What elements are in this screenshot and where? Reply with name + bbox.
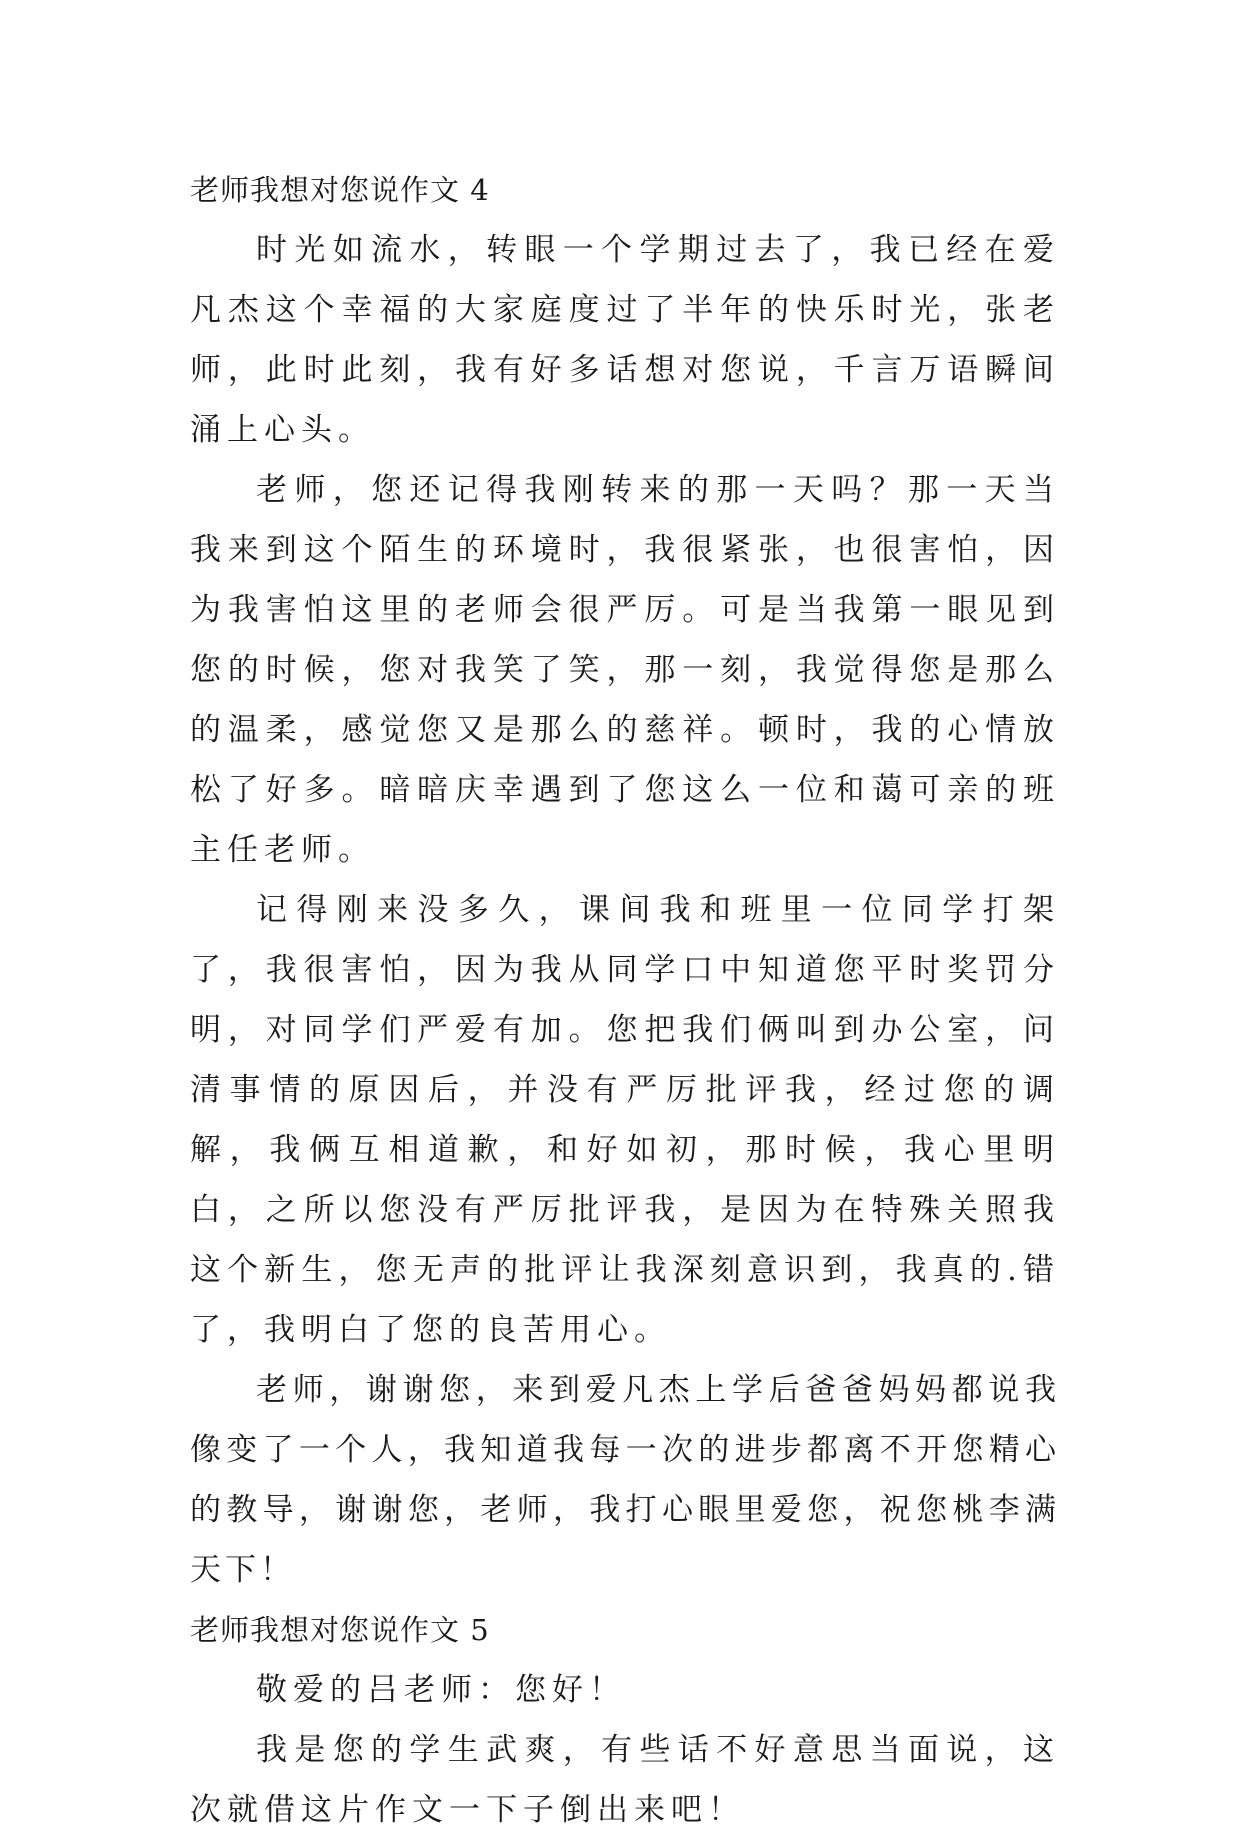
- essay-section-4: [190, 160, 1060, 1600]
- document-body: [190, 160, 1060, 1840]
- essay-paragraph: 老师，您还记得我刚转来的那一天吗？那一天当我来到这个陌生的环境时，我很紧张，也很害怕，因为我害怕这里的老师会很严厉。可是当我第一眼见到您的时候，您对我笑了笑，那一刻，我觉得您是那么的温柔，感觉您又是那么的慈祥。顿时，我的心情放松了好多。暗暗庆幸遇到了您这么一位和蔼可亲的班主任老师。: [190, 472, 1060, 868]
- letter-salutation: 敬爱的吕老师：您好！: [256, 1672, 626, 1708]
- essay-paragraph: 时光如流水，转眼一个学期过去了，我已经在爱凡杰这个幸福的大家庭度过了半年的快乐时光，张老师，此时此刻，我有好多话想对您说，千言万语瞬间涌上心头。: [190, 232, 1060, 448]
- essay-heading: 老师我想对您说作文 5: [190, 1613, 490, 1647]
- essay-heading: 老师我想对您说作文 4: [190, 173, 490, 207]
- essay-paragraph: 老师，谢谢您，来到爱凡杰上学后爸爸妈妈都说我像变了一个人，我知道我每一次的进步都离不开您精心的教导，谢谢您，老师，我打心眼里爱您，祝您桃李满天下！: [190, 1372, 1060, 1588]
- essay-section-5: [190, 1600, 1060, 1840]
- essay-paragraph: 记得刚来没多久，课间我和班里一位同学打架了，我很害怕，因为我从同学口中知道您平时奖罚分明，对同学们严爱有加。您把我们俩叫到办公室，问清事情的原因后，并没有严厉批评我，经过您的调解，我俩互相道歉，和好如初，那时候，我心里明白，之所以您没有严厉批评我，是因为在特殊关照我这个新生，您无声的批评让我深刻意识到，我真的.错了，我明白了您的良苦用心。: [190, 892, 1060, 1348]
- essay-paragraph: 我是您的学生武爽，有些话不好意思当面说，这次就借这片作文一下子倒出来吧！: [190, 1732, 1060, 1828]
